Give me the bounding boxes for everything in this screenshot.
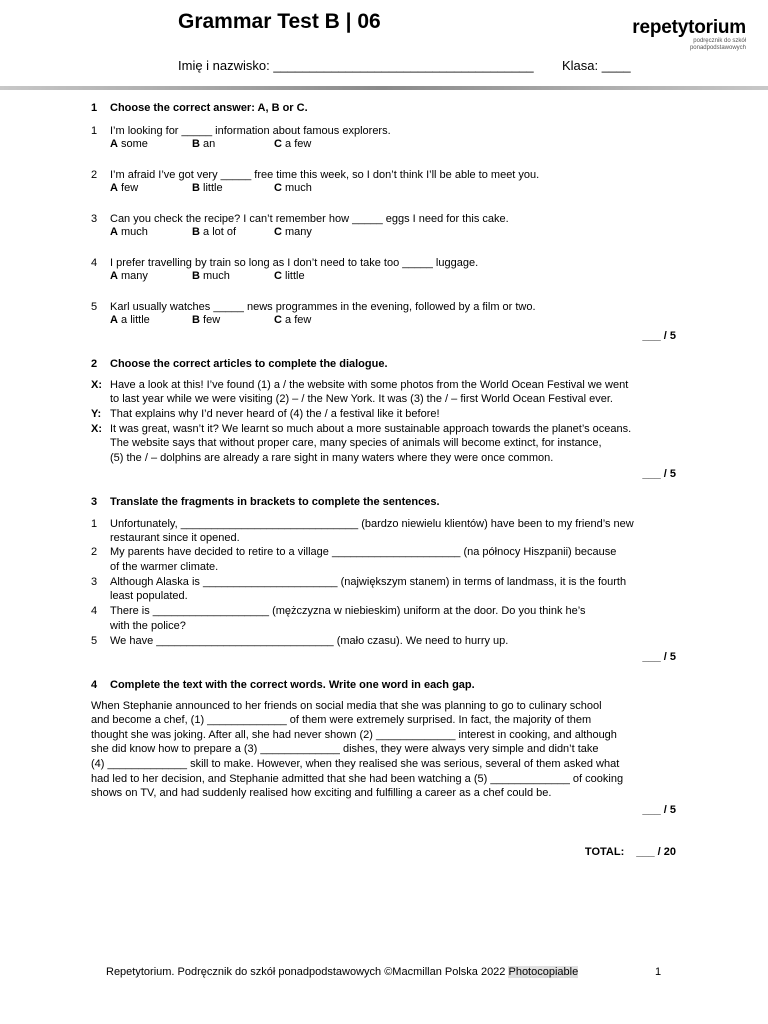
class-field[interactable]: Klasa: ____ (562, 58, 631, 73)
item-number: 4 (91, 605, 98, 617)
item-number: 5 (91, 635, 98, 647)
option-a[interactable]: A much (110, 226, 148, 238)
text-line[interactable]: thought she was joking. After all, she had never shown (2) _____________ interest in cooking, and although (91, 729, 617, 741)
option-c[interactable]: C much (274, 182, 312, 194)
question-number: 5 (91, 301, 98, 313)
translation-line[interactable]: My parents have decided to retire to a village _____________________ (na północy Hiszpanii) because (110, 546, 617, 558)
section-instruction: Translate the fragments in brackets to complete the sentences. (110, 496, 440, 508)
dialogue-line: That explains why I’d never heard of (4) the / a festival like it before! (110, 408, 440, 420)
item-number: 2 (91, 546, 98, 558)
section-3-score[interactable]: ___ / 5 (642, 651, 676, 663)
question-number: 2 (91, 169, 98, 181)
text-line[interactable]: (4) _____________ skill to make. However, when they realised she was serious, several of them asked what (91, 758, 620, 770)
page-title: Grammar Test B | 06 (178, 10, 381, 33)
speaker-y: Y: (91, 408, 102, 420)
speaker-x: X: (91, 423, 102, 435)
copyright-text: Repetytorium. Podręcznik do szkół ponadpodstawowych ©Macmillan Polska 2022 (106, 966, 509, 978)
translation-line[interactable]: We have _____________________________ (mało czasu). We need to hurry up. (110, 635, 509, 647)
question-number: 4 (91, 257, 98, 269)
section-number: 2 (91, 358, 98, 370)
section-number: 4 (91, 679, 98, 691)
logo-subtitle-1: podręcznik do szkół (693, 38, 746, 44)
name-field[interactable]: Imię i nazwisko: ____________________________________ (178, 58, 534, 73)
option-b[interactable]: B little (192, 182, 223, 194)
logo-wordmark: repetytorium (632, 17, 746, 38)
option-a[interactable]: A some (110, 138, 148, 150)
speaker-x: X: (91, 379, 102, 391)
text-line: shows on TV, and had suddenly realised how exciting and fulfilling a career as a chef could be. (91, 787, 552, 799)
section-4-heading (91, 679, 475, 691)
question-text: I’m looking for _____ information about famous explorers. (110, 125, 391, 137)
text-line[interactable]: had led to her decision, and Stephanie admitted that she had been watching a (5) _____________ of cooking (91, 773, 624, 785)
option-b[interactable]: B few (192, 314, 221, 326)
text-line[interactable]: and become a chef, (1) _____________ of them were extremely surprised. In fact, the majority of them (91, 714, 592, 726)
translation-line-cont: least populated. (110, 590, 188, 602)
option-c[interactable]: C a few (274, 314, 312, 326)
question-text: I prefer travelling by train so long as I don’t need to take too _____ luggage. (110, 257, 479, 269)
section-instruction: Complete the text with the correct words. Write one word in each gap. (110, 679, 475, 691)
total-score (585, 846, 676, 858)
question-text: I’m afraid I’ve got very _____ free time this week, so I don’t think I’ll be able to meet you. (110, 169, 540, 181)
section-number: 3 (91, 496, 98, 508)
option-b[interactable]: B an (192, 138, 216, 150)
dialogue-line: It was great, wasn’t it? We learnt so much about a more sustainable approach towards the planet’s oceans. (110, 423, 632, 435)
section-2-heading (91, 358, 388, 370)
section-instruction: Choose the correct answer: A, B or C. (110, 102, 308, 114)
question-text: Karl usually watches _____ news programmes in the evening, followed by a film or two. (110, 301, 536, 313)
option-a[interactable]: A many (110, 270, 148, 282)
question-text: Can you check the recipe? I can’t remember how _____ eggs I need for this cake. (110, 213, 509, 225)
translation-line[interactable]: Although Alaska is ______________________ (największym stanem) in terms of landmass, it is the fourth (110, 576, 627, 588)
option-a[interactable]: A a little (110, 314, 150, 326)
item-number: 1 (91, 518, 98, 530)
header-divider (0, 86, 768, 90)
item-number: 3 (91, 576, 98, 588)
option-c[interactable]: C many (274, 226, 312, 238)
section-2-score[interactable]: ___ / 5 (642, 468, 676, 480)
dialogue-line: The website says that without proper care, many species of animals will become extinct, for instance, (110, 437, 602, 449)
question-number: 3 (91, 213, 98, 225)
photocopiable-label: Photocopiable (508, 966, 579, 978)
text-line[interactable]: she did know how to prepare a (3) _____________ dishes, they were always very simple and didn’t take (91, 743, 599, 755)
translation-line[interactable]: There is ___________________ (mężczyzna w niebieskim) uniform at the door. Do you think he’s (110, 605, 586, 617)
translation-line-cont: restaurant since it opened. (110, 532, 240, 544)
logo-subtitle-2: ponadpodstawowych (689, 45, 746, 51)
dialogue-line: (5) the / – dolphins are already a rare sight in many waters where they were once common. (110, 452, 554, 464)
section-3-heading (91, 496, 440, 508)
question-number: 1 (91, 125, 98, 137)
section-instruction: Choose the correct articles to complete the dialogue. (110, 358, 388, 370)
dialogue-line: to last year while we were visiting (2) – / the New York. It was (3) the / – first World Ocean Festival ever. (110, 393, 613, 405)
publisher-logo (632, 18, 746, 52)
option-a[interactable]: A few (110, 182, 139, 194)
dialogue-line: Have a look at this! I’ve found (1) a / the website with some photos from the World Ocean Festival we went (110, 379, 629, 391)
total-value[interactable]: ___ / 20 (636, 846, 676, 858)
total-label: TOTAL: (584, 846, 625, 858)
option-c[interactable]: C little (274, 270, 305, 282)
option-b[interactable]: B much (192, 270, 230, 282)
option-b[interactable]: B a lot of (192, 226, 237, 238)
option-c[interactable]: C a few (274, 138, 312, 150)
footer (106, 966, 578, 978)
section-4-score[interactable]: ___ / 5 (642, 804, 676, 816)
translation-line-cont: of the warmer climate. (110, 561, 219, 573)
page-number: 1 (655, 966, 662, 978)
text-line: When Stephanie announced to her friends on social media that she was planning to go to culinary school (91, 700, 602, 712)
section-1-score[interactable]: ___ / 5 (642, 330, 676, 342)
translation-line[interactable]: Unfortunately, _____________________________ (bardzo niewielu klientów) have been to my friend’s new (110, 518, 634, 530)
section-1-heading (91, 102, 308, 114)
translation-line-cont: with the police? (110, 620, 186, 632)
section-number: 1 (91, 102, 98, 114)
